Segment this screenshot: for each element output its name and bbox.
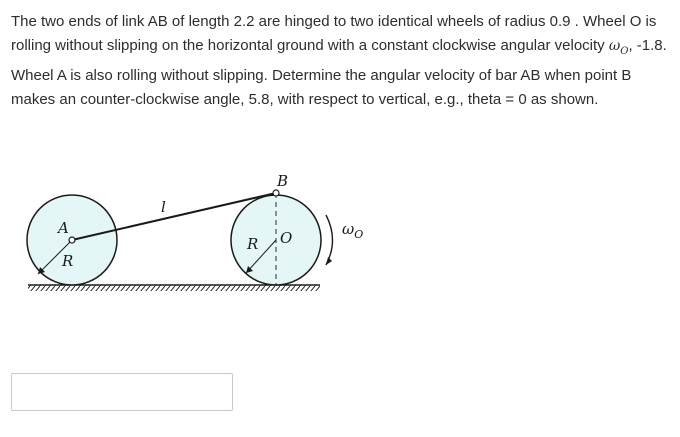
question-part-2: , -1.8. Wheel A is also rolling without slipping. Determine the angular velocity of bar AB when point B makes an counter-clockwise angle, 5.8, with respect to vertical, e.g., theta = 0 as shown. [11,37,667,108]
label-l: l [161,198,166,216]
answer-input[interactable] [11,373,233,411]
pin-b [273,190,279,196]
label-r-left: R [62,252,74,270]
label-b: B [277,172,289,190]
angular-velocity-arrowhead-icon [326,257,332,265]
angular-velocity-arc [326,215,333,265]
label-a: A [58,219,69,237]
label-o: O [280,229,293,247]
pin-a [69,237,75,243]
question-text [11,10,671,112]
mechanism-figure [0,160,400,310]
question-part-1: The two ends of link AB of length 2.2 are hinged to two identical wheels of radius 0.9 . Wheel O is rolling without slipping on the horizontal ground with a constant clockwise angular velocity [11,13,657,54]
label-omega-o: $\omega_O$ [342,220,364,241]
label-r-right: R [247,235,259,253]
ground-hatching [28,285,320,291]
omega-symbol: $\omega_O$ [608,38,629,57]
